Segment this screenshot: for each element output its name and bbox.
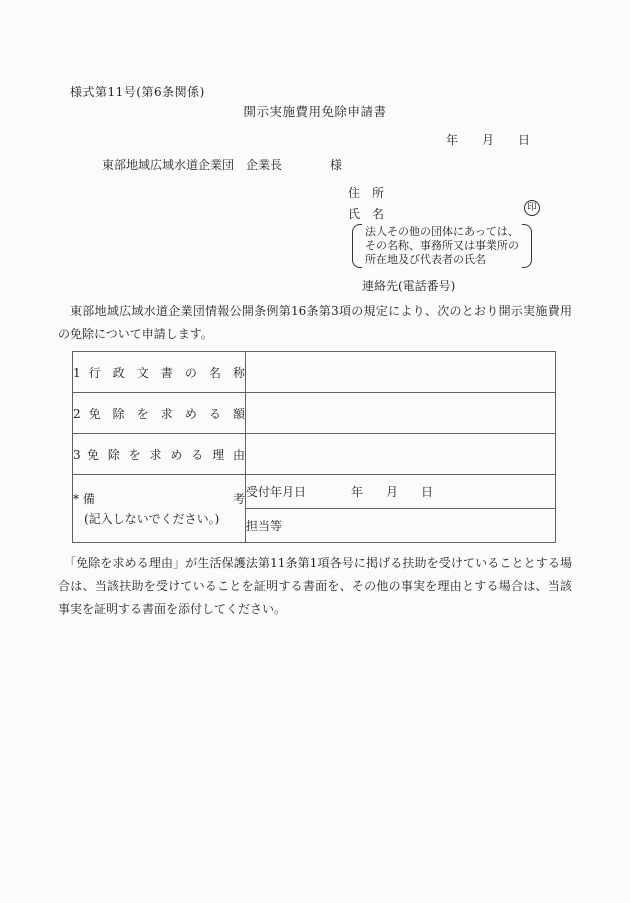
remarks-cell xyxy=(73,475,246,543)
addressee-position: 企業長 xyxy=(246,158,283,172)
seal-mark-icon: 印 xyxy=(524,200,540,216)
left-bracket-icon xyxy=(352,224,362,268)
corporate-note xyxy=(352,224,532,268)
addressee-honorific: 様 xyxy=(330,158,343,172)
row-label-document-name: 1 行 政 文 書 の 名 称 xyxy=(73,352,246,393)
right-bracket-icon xyxy=(522,224,532,268)
reception-date-cell xyxy=(246,475,556,509)
staff-label: 担当等 xyxy=(246,519,283,533)
corporate-note-lines xyxy=(365,224,519,268)
corporate-note-line: その名称、事務所又は事業所の xyxy=(365,239,519,252)
fee-exemption-table xyxy=(72,351,556,543)
row-value-document-name xyxy=(246,352,556,393)
table-row xyxy=(73,475,556,509)
reception-year-label: 年 xyxy=(351,485,364,499)
row-value-exemption-amount xyxy=(246,393,556,434)
contact-label: 連絡先(電話番号) xyxy=(362,279,456,293)
remarks-label xyxy=(73,490,245,507)
corporate-note-line: 所在地及び代表者の氏名 xyxy=(365,253,486,266)
reception-day-label: 日 xyxy=(421,485,434,499)
date-year-label: 年 xyxy=(446,133,459,147)
corporate-note-line: 法人その他の団体にあっては、 xyxy=(365,225,519,238)
staff-cell xyxy=(246,509,556,543)
form-number: 様式第11号(第6条関係) xyxy=(70,85,205,99)
reception-date-label: 受付年月日 xyxy=(246,485,307,499)
table-row xyxy=(73,434,556,475)
attachment-instruction-note: 「免除を求める理由」が生活保護法第11条第1項各号に掲げる扶助を受けていることとする場合は、当該扶助を受けていることを証明する書面を、その他の事実を理由とする場合は、当該事実を証明する書面を添付してください。 xyxy=(58,556,572,616)
date-day-label: 日 xyxy=(518,133,531,147)
row-label-exemption-reason: 3 免 除 を 求 め る 理 由 xyxy=(73,434,246,475)
address-label: 住 所 xyxy=(348,186,385,200)
page-title: 開示実施費用免除申請書 xyxy=(243,104,387,119)
remarks-note: (記入しないでください。) xyxy=(84,512,220,526)
date-line xyxy=(446,131,530,148)
row-value-exemption-reason xyxy=(246,434,556,475)
reception-month-label: 月 xyxy=(386,485,399,499)
remarks-label-right: 考 xyxy=(232,492,245,506)
application-statement: 東部地域広域水道企業団情報公開条例第16条第3項の規定により、次のとおり開示実施費用の免除について申請します。 xyxy=(58,304,572,341)
date-month-label: 月 xyxy=(482,133,495,147)
table-row xyxy=(73,393,556,434)
addressee-line xyxy=(102,156,342,173)
row-label-exemption-amount: 2 免 除 を 求 め る 額 xyxy=(73,393,246,434)
remarks-label-left: * 備 xyxy=(73,492,95,506)
addressee-organization: 東部地域広域水道企業団 xyxy=(102,158,235,172)
table-row xyxy=(73,352,556,393)
name-label: 氏 名 xyxy=(348,207,385,221)
